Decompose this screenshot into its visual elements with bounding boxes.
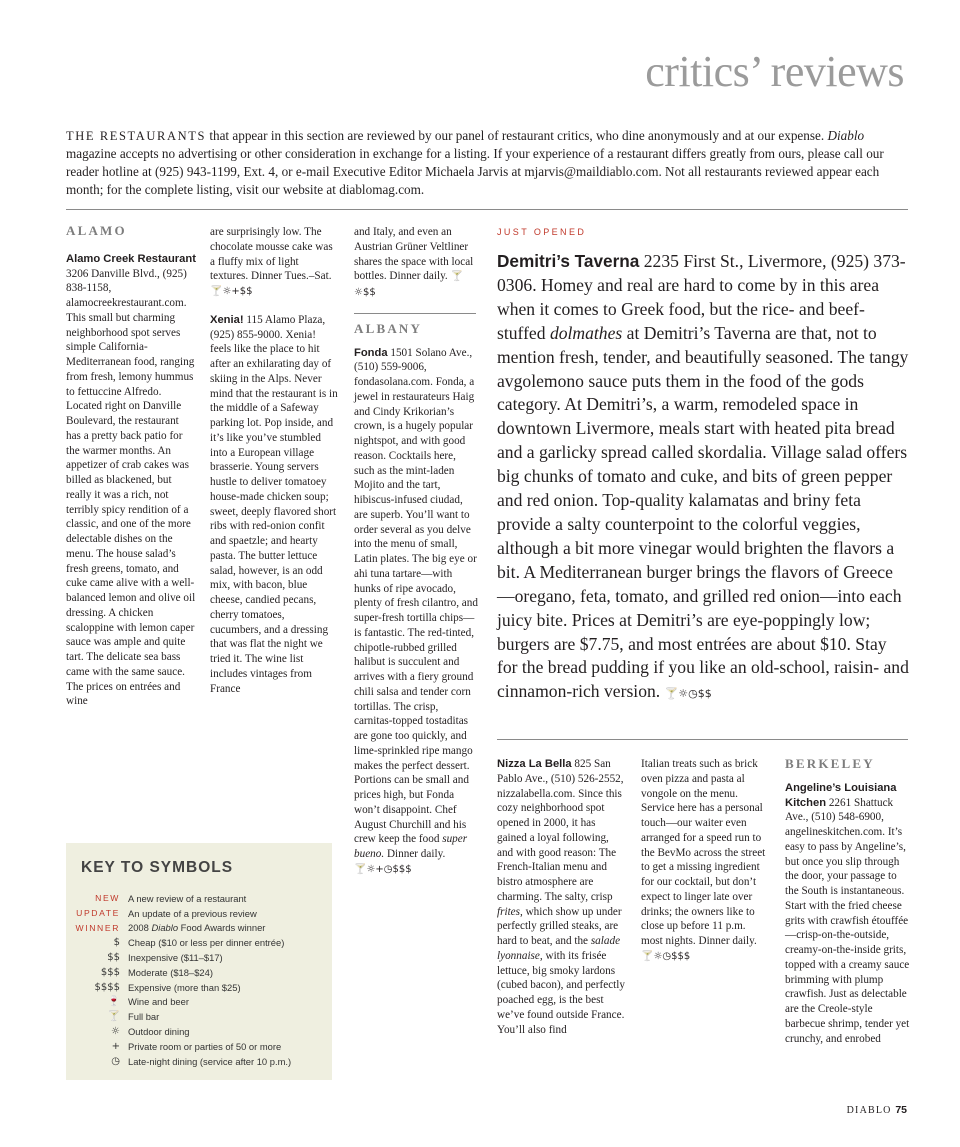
review-italic: frites, — [497, 905, 523, 918]
restaurant-name: Angeline’s Louisiana Kitchen — [785, 781, 897, 809]
review-text: 3206 Danville Blvd., (925) 838-1158, alamocreekrestaurant.com. This small but charming neighborhood spot serves simple California-Mediterranean food, ranging from fresh, lemony hummus to fettuccine Alfredo. Located right on Danville Boulevard, the restaurant has a pretty back patio for the warmer months. An appetizer of crab cakes was billed as blackened, but really it was a rich, not terribly spicy rendition of a classic, and one of the more delectable dishes on the menu. The house salad’s fresh greens, tomato, and cuke came alive with a well-balanced lemon and olive oil dressing. A chicken scaloppine with lemon caper sauce was ample and quite tart. The delicate sea bass came with the same sauce. The prices on entrées and wine — [66, 267, 196, 708]
key-description-italic: Diablo — [151, 922, 179, 934]
key-title: KEY TO SYMBOLS — [81, 859, 234, 876]
key-symbol: WINNER — [75, 922, 120, 933]
review-text: and Italy, and even an Austrian Grüner Veltliner shares the space with local bottles. Dinner daily. — [354, 226, 474, 283]
review-text: 115 Alamo Plaza, (925) 855-9000. Xenia! feels like the place to hit after an exhilarating day of skiing in the Alps. Never mind that the restaurant is in the middle of a Safeway parking lot. Pop inside, and it’s like you’ve stumbled into a European village brasserie. Young servers hustle to deliver tomatoey house-made chicken soup; sweet, deeply flavored short ribs with red-onion confit and spaetzle; and hearty pasta. The butter lettuce salad, however, is an odd mix, with bacon, blue cheese, candied pecans, cherry tomatoes, cucumbers, and a dressing that was flat the night we tried it. The wine list includes vintages from France — [210, 313, 338, 695]
section-berkeley: BERKELEY — [785, 756, 875, 771]
section-alamo: ALAMO — [66, 223, 127, 238]
intro-text-2: magazine accepts no advertising or other consideration in exchange for a listing. If your experience of a restaurant differs greatly from ours, please call our reader hotline at (925) 943-1199, Ext. 4, or e-mail Executive Editor Michaela Jarvis at mjarvis@maildiablo.com. Not all restaurants reviewed appear each month; for the complete listing, visit our website at diablomag.com. — [66, 146, 884, 197]
key-description: A new review of a restaurant — [128, 892, 247, 904]
column-3 — [354, 225, 478, 891]
dollar-icon: $ — [113, 937, 120, 949]
column-2 — [210, 225, 338, 709]
dollar-icon: $$$$ — [94, 981, 120, 993]
key-description-part: Food Awards winner — [178, 922, 266, 934]
restaurant-name: Demitri’s Taverna — [497, 251, 640, 271]
review-xenia-cont — [354, 225, 478, 301]
restaurant-name: Xenia! — [210, 313, 244, 326]
review-text: 1501 Solano Ave., (510) 559-9006, fondasolana.com. Fonda, a jewel in restaurateurs Haig and Cindy Krikorian’s crown, is a hugely popular nightspot, and with good reason. Cocktails here, such as the mint-laden Mojito and the tart, hibiscus-infused ciudad, are superb. You’ll want to order several as you delve into the menu of small, Latin plates. The big eye or ahi tuna tartare—with hunks of ripe avocado, plenty of fresh cilantro, and super-fresh tortilla chips—is fantastic. The red-tinted, chipotle-rubbed grilled halibut is succulent and arrives with a fiery ground chili salsa and tender corn tortillas. The crisp, carnitas-topped tostaditas are gone too quickly, and lime-sprinkled ripe mango makes the perfect dessert. Portions can be small and prices high, but Fonda won’t disappoint. Chef August Churchill and his crew keep the food — [354, 346, 478, 846]
clock-icon: ◷ — [111, 1055, 120, 1067]
dollar-icon: $$ — [107, 952, 120, 964]
review-nizza-cont — [641, 757, 769, 965]
rating-symbols: 🍸☼◷$$ — [664, 687, 712, 701]
feature-review-demitris — [497, 250, 909, 706]
review-text: 825 San Pablo Ave., (510) 526-2552, nizzalabella.com. Since this cozy neighborhood spot opened in 2000, it has gained a loyal following, and with good reason: The French-Italian menu and bistro atmosphere are charming. The salty, crisp — [497, 758, 624, 903]
review-text: are surprisingly low. The chocolate mousse cake was a fluffy mix of light textures. Dinner Tues.–Sat. — [210, 226, 333, 283]
review-alamo-creek-cont — [210, 225, 338, 300]
review-alamo-creek — [66, 252, 196, 709]
key-description: Outdoor dining — [128, 1026, 190, 1038]
key-description: Full bar — [128, 1011, 160, 1023]
key-rows — [66, 891, 332, 1069]
page-title: critics’ reviews — [645, 47, 904, 96]
review-italic: salade lyonnaise, — [497, 935, 621, 962]
review-nizza-la-bella — [497, 757, 625, 1037]
review-text: 2235 First St., Livermore, (925) 373-0306. Homey and real are hard to come by in this area when it comes to Greek food, but the rice- and beef-stuffed — [497, 251, 906, 343]
key-row-private-room — [66, 1039, 332, 1054]
review-text: Italian treats such as brick oven pizza and pasta al vongole on the menu. Service here has a personal touch—our waiter even arranged for a speed run to the BevMo across the street to get a missing ingredient for our cocktail, but don’t expect to linger late over drinks; the owners like to close up before 11 p.m. most nights. Dinner daily. — [641, 758, 766, 947]
key-description — [128, 922, 332, 933]
sun-icon: ☼ — [111, 1026, 120, 1038]
key-symbol: UPDATE — [76, 908, 120, 919]
page-footer — [847, 1104, 907, 1116]
section-rule — [354, 313, 476, 314]
restaurant-name: Alamo Creek Restaurant — [66, 252, 196, 265]
header-rule — [66, 209, 908, 210]
key-description: Inexpensive ($11–$17) — [128, 952, 223, 964]
review-italic: super bueno. — [354, 833, 468, 860]
key-row-winner — [66, 921, 332, 936]
key-row-update — [66, 906, 332, 921]
review-text: with its frisée lettuce, big smoky lardons (cubed bacon), and perfectly poached egg, is the best we’ve found outside France. You’ll also find — [497, 949, 625, 1036]
key-row-expensive — [66, 980, 332, 995]
key-to-symbols-box — [66, 843, 332, 1080]
key-row-wine-beer — [66, 995, 332, 1010]
intro-paragraph — [66, 127, 908, 199]
review-text: 2261 Shattuck Ave., (510) 548-6900, angelineskitchen.com. It’s easy to pass by Angeline’s, but once you slip through the door, your passage to the South is instantaneous. Start with the fried cheese grits with crawfish étouffée—crisp-on-the-outside, creamy-on-the-inside grits, topped with a creamy sauce brimming with plump crawfish. Just as delectable are the Creole-style barbecue shrimp, tender yet crunchy, and enrobed — [785, 796, 910, 1045]
key-description: An update of a previous review — [128, 907, 257, 919]
key-description: Private room or parties of 50 or more — [128, 1040, 282, 1052]
key-row-full-bar — [66, 1009, 332, 1024]
column-4 — [497, 757, 625, 1050]
key-description: Moderate ($18–$24) — [128, 966, 213, 978]
section-albany: ALBANY — [354, 320, 423, 336]
just-opened-label: JUST OPENED — [497, 227, 587, 237]
footer-magazine: DIABLO — [846, 1105, 892, 1116]
rating-symbols: 🍸☼$$ — [354, 271, 463, 298]
key-row-outdoor — [66, 1024, 332, 1039]
key-row-moderate — [66, 965, 332, 980]
rating-symbols: 🍸☼+$$ — [210, 286, 253, 297]
key-description: Wine and beer — [128, 996, 189, 1008]
review-text: Dinner daily. — [384, 848, 446, 860]
page-number: 75 — [895, 1104, 907, 1116]
key-description: Late-night dining (service after 10 p.m.) — [128, 1055, 292, 1067]
review-italic: dolmathes — [549, 322, 623, 343]
intro-magazine: Diablo — [827, 128, 865, 143]
key-description: Cheap ($10 or less per dinner entrée) — [128, 937, 285, 949]
review-text: which show up under perfectly grilled steaks, are hard to beat, and the — [497, 905, 622, 947]
key-symbol: NEW — [95, 893, 120, 904]
key-description: Expensive (more than $25) — [128, 981, 241, 993]
restaurant-name: Fonda — [354, 346, 388, 359]
intro-lead: THE RESTAURANTS — [66, 129, 207, 143]
plus-icon: + — [111, 1040, 120, 1052]
key-row-inexpensive — [66, 950, 332, 965]
key-description-part: 2008 — [128, 922, 152, 934]
feature-rule — [497, 739, 908, 740]
key-row-new — [66, 891, 332, 906]
intro-text-1: that appear in this section are reviewed by our panel of restaurant critics, who dine anonymously and at our expense. — [206, 128, 828, 143]
rating-symbols: 🍸☼+◷$$$ — [354, 863, 412, 875]
cocktail-icon: 🍸 — [107, 1011, 120, 1023]
review-xenia — [210, 313, 338, 697]
key-row-late-night — [66, 1054, 332, 1069]
column-5 — [641, 757, 769, 978]
column-6 — [785, 757, 911, 1059]
key-row-cheap — [66, 935, 332, 950]
restaurant-name: Nizza La Bella — [497, 758, 572, 770]
review-fonda — [354, 346, 478, 878]
rating-symbols: 🍸☼◷$$$ — [641, 950, 691, 962]
review-angelines — [785, 781, 911, 1047]
wine-glass-icon: 🍷 — [107, 996, 120, 1008]
dollar-icon: $$$ — [100, 966, 120, 978]
column-1 — [66, 224, 196, 722]
review-text: at Demitri’s Taverna are that, not to mention fresh, tender, and beautifully seasoned. The tangy avgolemono sauce puts them in the food of the gods category. At Demitri’s, a warm, remodeled space in downtown Livermore, meals start with heated pita bread and a garlicky spread called skordalia. Village salad offers big chunks of tomato and cuke, and bits of green pepper and red onion. Top-quality kalamatas and briny feta provide a salty counterpoint to the colorful veggies, although a bit more vinegar would brighten the flavors a bit. A Mediterranean burger brings the flavors of Greece—oregano, feta, tomato, and grilled red onion—into each juicy bite. Prices at Demitri’s are eye-poppingly low; burgers are $7.75, and most entrées are about $10. Stay for the bread pudding if you like an old-school, raisin- and cinnamon-rich version. — [497, 322, 909, 702]
